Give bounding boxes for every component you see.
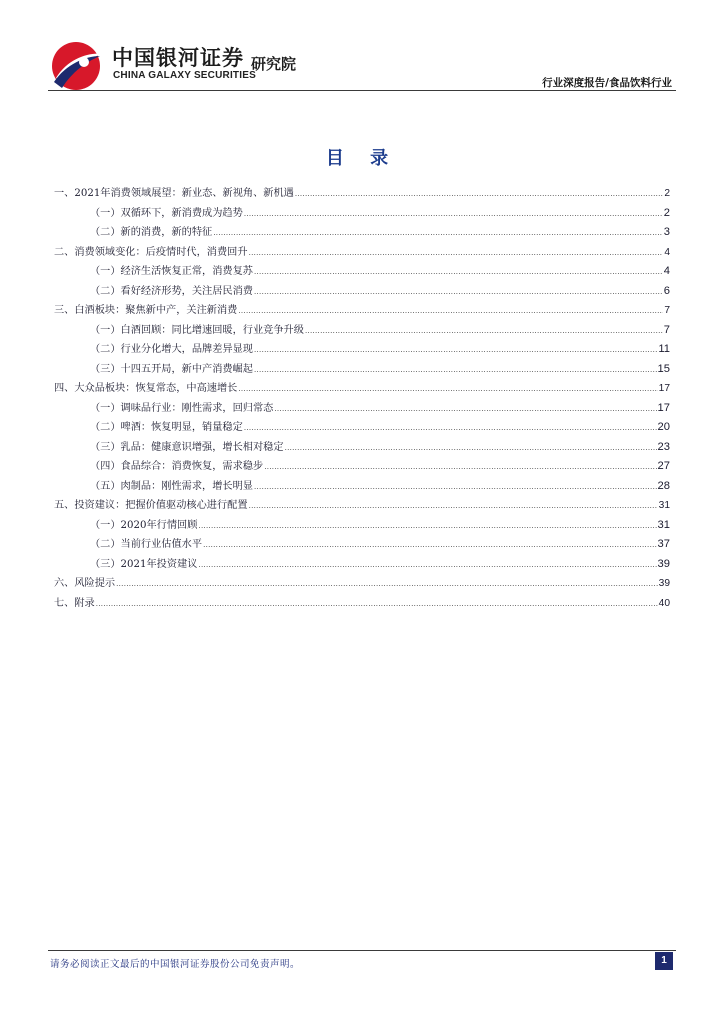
toc-entry-label: （一）双循环下，新消费成为趋势 xyxy=(90,207,243,219)
toc-dot-leader xyxy=(244,422,657,433)
toc-entry-page: 27 xyxy=(657,460,670,472)
toc-entry-page: 40 xyxy=(658,597,670,609)
toc-dot-leader xyxy=(254,286,663,297)
toc-entry-label: （二）新的消费，新的特征 xyxy=(90,227,213,238)
toc-section-entry[interactable] xyxy=(54,379,670,399)
toc-subsection-entry[interactable] xyxy=(54,535,670,555)
toc-entry-label: （二）行业分化增大，品牌差异显现 xyxy=(90,344,253,355)
toc-entry-page: 11 xyxy=(658,343,670,355)
toc-subsection-entry[interactable] xyxy=(54,340,670,360)
toc-subsection-entry[interactable] xyxy=(54,457,670,477)
toc-entry-label: （三）十四五开局，新中产消费崛起 xyxy=(90,363,253,375)
logo-chinese-name: 中国银河证券 xyxy=(112,46,244,70)
toc-entry-page: 39 xyxy=(658,578,670,589)
toc-entry-label: （二）看好经济形势，关注居民消费 xyxy=(90,285,253,297)
toc-entry-label: （一）白酒回顾：同比增速回暖，行业竞争升级 xyxy=(90,324,304,336)
toc-entry-label: （三）乳品：健康意识增强，增长相对稳定 xyxy=(90,441,284,453)
toc-entry-label: （五）肉制品：刚性需求，增长明显 xyxy=(90,480,253,492)
table-of-contents xyxy=(54,184,670,613)
toc-dot-leader xyxy=(238,305,663,316)
toc-dot-leader xyxy=(198,520,656,531)
toc-subsection-entry[interactable] xyxy=(54,516,670,536)
toc-dot-leader xyxy=(305,325,663,336)
toc-entry-page: 4 xyxy=(663,265,670,277)
toc-dot-leader xyxy=(198,559,656,570)
footer-divider xyxy=(48,950,676,951)
toc-entry-page: 20 xyxy=(657,421,670,433)
toc-section-entry[interactable] xyxy=(54,574,670,594)
toc-subsection-entry[interactable] xyxy=(54,223,670,243)
toc-entry-page: 17 xyxy=(657,401,670,414)
toc-entry-page: 2 xyxy=(664,188,670,199)
toc-dot-leader xyxy=(285,442,657,453)
logo-english-name: CHINA GALAXY SECURITIES xyxy=(113,70,256,81)
toc-entry-label: 四、大众品板块：恢复常态，中高速增长 xyxy=(54,383,238,394)
toc-entry-label: （一）调味品行业：刚性需求，回归常态 xyxy=(90,402,274,414)
company-logo xyxy=(46,38,316,94)
toc-section-entry[interactable] xyxy=(54,184,670,204)
toc-entry-page: 23 xyxy=(657,440,670,453)
toc-entry-page: 6 xyxy=(663,284,670,297)
footer-disclaimer: 请务必阅读正文最后的中国银河证券股份公司免责声明。 xyxy=(50,959,301,970)
toc-entry-label: （一）经济生活恢复正常，消费复苏 xyxy=(90,266,253,277)
toc-entry-label: 六、风险提示 xyxy=(54,578,116,589)
toc-dot-leader xyxy=(116,578,658,589)
toc-dot-leader xyxy=(249,247,664,258)
toc-dot-leader xyxy=(254,344,657,355)
toc-section-entry[interactable] xyxy=(54,496,670,516)
galaxy-logo-icon xyxy=(46,38,106,94)
toc-entry-page: 28 xyxy=(657,479,670,492)
toc-subsection-entry[interactable] xyxy=(54,477,670,497)
toc-subsection-entry[interactable] xyxy=(54,399,670,419)
page-header xyxy=(0,0,724,92)
toc-entry-label: （二）当前行业估值水平 xyxy=(90,539,203,550)
toc-subsection-entry[interactable] xyxy=(54,555,670,575)
toc-dot-leader xyxy=(96,598,658,609)
toc-dot-leader xyxy=(264,461,656,472)
page-number: 1 xyxy=(655,952,673,970)
toc-subsection-entry[interactable] xyxy=(54,360,670,380)
toc-dot-leader xyxy=(274,403,656,414)
toc-entry-page: 37 xyxy=(657,538,670,550)
toc-entry-label: 一、2021年消费领域展望：新业态、新视角、新机遇 xyxy=(54,188,294,199)
toc-dot-leader xyxy=(244,208,663,219)
toc-entry-page: 15 xyxy=(657,362,670,375)
logo-institute: 研究院 xyxy=(251,55,297,73)
toc-dot-leader xyxy=(203,539,656,550)
report-type: 行业深度报告/食品饮料行业 xyxy=(542,77,672,89)
toc-subsection-entry[interactable] xyxy=(54,321,670,341)
toc-entry-label: （三）2021年投资建议 xyxy=(90,558,198,570)
toc-section-entry[interactable] xyxy=(54,243,670,263)
toc-entry-page: 39 xyxy=(657,557,670,570)
toc-entry-page: 31 xyxy=(658,500,670,511)
toc-entry-page: 17 xyxy=(658,383,670,394)
toc-entry-page: 7 xyxy=(663,323,670,336)
toc-entry-page: 31 xyxy=(657,518,670,531)
toc-entry-page: 2 xyxy=(663,206,670,219)
toc-section-entry[interactable] xyxy=(54,301,670,321)
toc-subsection-entry[interactable] xyxy=(54,438,670,458)
toc-entry-label: 三、白酒板块：聚焦新中产，关注新消费 xyxy=(54,305,238,316)
toc-subsection-entry[interactable] xyxy=(54,282,670,302)
toc-entry-label: （二）啤酒：恢复明显，销量稳定 xyxy=(90,422,243,433)
toc-entry-label: 七、附录 xyxy=(54,597,95,609)
toc-entry-page: 7 xyxy=(664,305,670,316)
toc-entry-label: （一）2020年行情回顾 xyxy=(90,519,198,531)
toc-dot-leader xyxy=(213,227,663,238)
header-divider xyxy=(48,90,676,91)
toc-entry-page: 4 xyxy=(664,246,670,258)
toc-entry-page: 3 xyxy=(663,226,670,238)
toc-entry-label: 五、投资建议：把握价值驱动核心进行配置 xyxy=(54,500,248,511)
toc-section-entry[interactable] xyxy=(54,594,670,614)
toc-dot-leader xyxy=(254,481,657,492)
toc-subsection-entry[interactable] xyxy=(54,204,670,224)
toc-dot-leader xyxy=(249,500,658,511)
toc-dot-leader xyxy=(254,266,663,277)
toc-subsection-entry[interactable] xyxy=(54,262,670,282)
toc-dot-leader xyxy=(254,364,657,375)
toc-title: 目 录 xyxy=(325,148,399,169)
toc-entry-label: （四）食品综合：消费恢复，需求稳步 xyxy=(90,461,264,472)
toc-subsection-entry[interactable] xyxy=(54,418,670,438)
toc-dot-leader xyxy=(238,383,657,394)
toc-entry-label: 二、消费领域变化：后疫情时代，消费回升 xyxy=(54,246,248,258)
toc-dot-leader xyxy=(295,188,663,199)
